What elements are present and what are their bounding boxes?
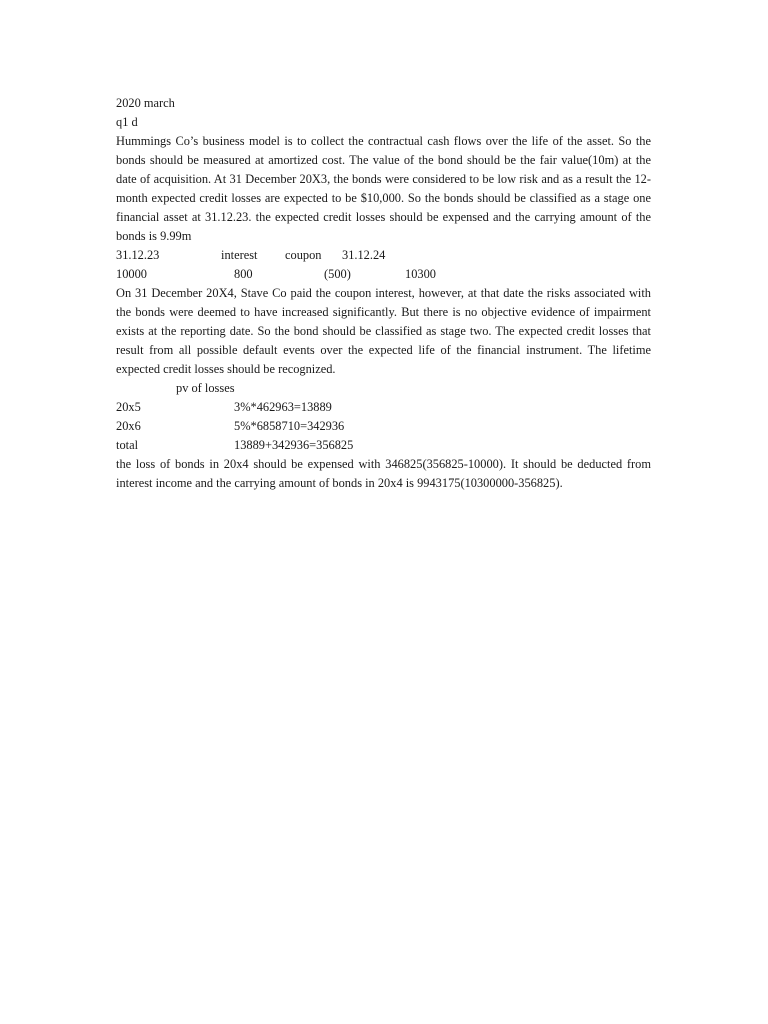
table1-header-date-start: 31.12.23	[116, 248, 160, 262]
paragraph-stage-two: On 31 December 20X4, Stave Co paid the coupon interest, however, at that date the risks associated with the bonds were deemed to have increased significantly. But there is no objective evidence of impairment exists at the reporting date. So the bond should be classified as stage two. The expected credit losses that result from all possible default events over the expected life of the financial instrument. The lifetime expected credit losses should be recognized.	[116, 286, 651, 376]
document-page	[116, 94, 651, 493]
table1-header-interest: interest	[221, 248, 258, 262]
table2-row-value: 13889+342936=356825	[234, 438, 354, 452]
table1-header-row	[116, 246, 651, 265]
table2-row	[116, 398, 651, 417]
document-heading: 2020 march	[116, 96, 175, 110]
table2-row-value: 3%*462963=13889	[234, 400, 332, 414]
table2-row-label: 20x6	[116, 419, 141, 433]
table1-value-interest: 800	[234, 267, 253, 281]
table2-header-row	[116, 379, 651, 398]
paragraph-conclusion: the loss of bonds in 20x4 should be expensed with 346825(356825-10000). It should be deducted from interest income and the carrying amount of bonds in 20x4 is 9943175(10300000-356825).	[116, 457, 651, 490]
question-label: q1 d	[116, 115, 138, 129]
table1-header-coupon: coupon	[285, 248, 322, 262]
table2-row-value: 5%*6858710=342936	[234, 419, 345, 433]
table2-row	[116, 436, 651, 455]
table1-value-closing: 10300	[405, 267, 436, 281]
paragraph-stage-one: Hummings Co’s business model is to collect the contractual cash flows over the life of the asset. So the bonds should be measured at amortized cost. The value of the bond should be the fair value(10m) at the date of acquisition. At 31 December 20X3, the bonds were considered to be low risk and as a result the 12-month expected credit losses are expected to be $10,000. So the bonds should be classified as a stage one financial asset at 31.12.23. the expected credit losses should be expensed and the carrying amount of the bonds is 9.99m	[116, 134, 651, 243]
table2-header: pv of losses	[176, 381, 235, 395]
table2-row	[116, 417, 651, 436]
table1-header-date-end: 31.12.24	[342, 248, 386, 262]
table1-value-coupon: (500)	[324, 267, 351, 281]
table1-value-opening: 10000	[116, 267, 147, 281]
table2-row-label: 20x5	[116, 400, 141, 414]
table2-row-label: total	[116, 438, 139, 452]
table1-value-row	[116, 265, 651, 284]
